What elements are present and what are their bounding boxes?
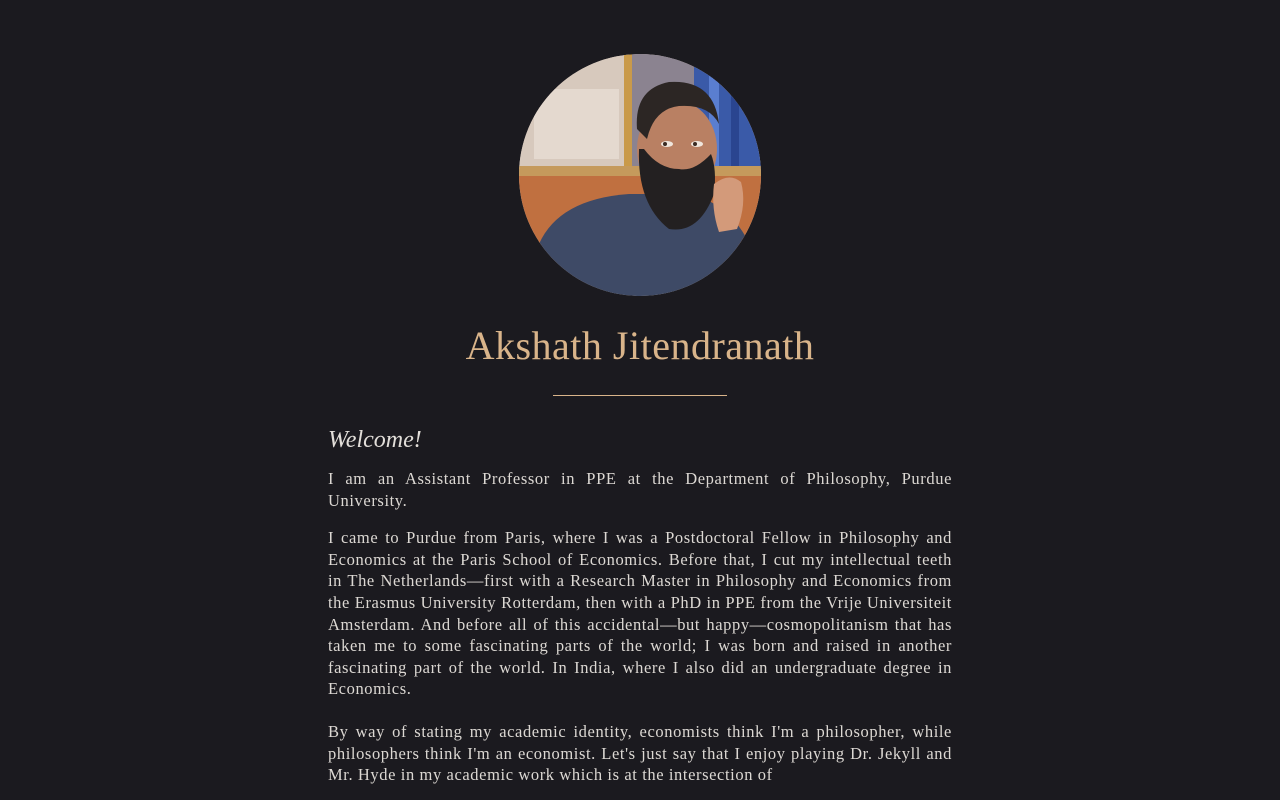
portrait-image [519, 54, 761, 296]
profile-photo [519, 54, 761, 296]
page-title: Akshath Jitendranath [465, 323, 815, 368]
intro-paragraph-identity: By way of stating my academic identity, economists think I'm a philosopher, while philosophers think I'm an economist. Let's just say that I enjoy playing Dr. Jekyll and Mr. Hyde in my academic work which is at the intersection of [328, 721, 952, 785]
intro-paragraph-background: I came to Purdue from Paris, where I was a Postdoctoral Fellow in Philosophy and Economics at the Paris School of Economics. Before that, I cut my intellectual teeth in The Netherlands—first with a Research Master in Philosophy and Economics from the Erasmus University Rotterdam, then with a PhD in PPE from the Vrije Universiteit Amsterdam. And before all of this accidental—but happy—cosmopolitanism that has taken me to some fascinating parts of the world; I was born and raised in another fascinating part of the world. In India, where I also did an undergraduate degree in Economics. [328, 528, 952, 699]
intro-section [328, 422, 952, 800]
intro-paragraph-position: I am an Assistant Professor in PPE at the Department of Philosophy, Purdue University. [328, 469, 952, 510]
welcome-heading: Welcome! [328, 427, 422, 453]
title-divider [553, 395, 727, 396]
